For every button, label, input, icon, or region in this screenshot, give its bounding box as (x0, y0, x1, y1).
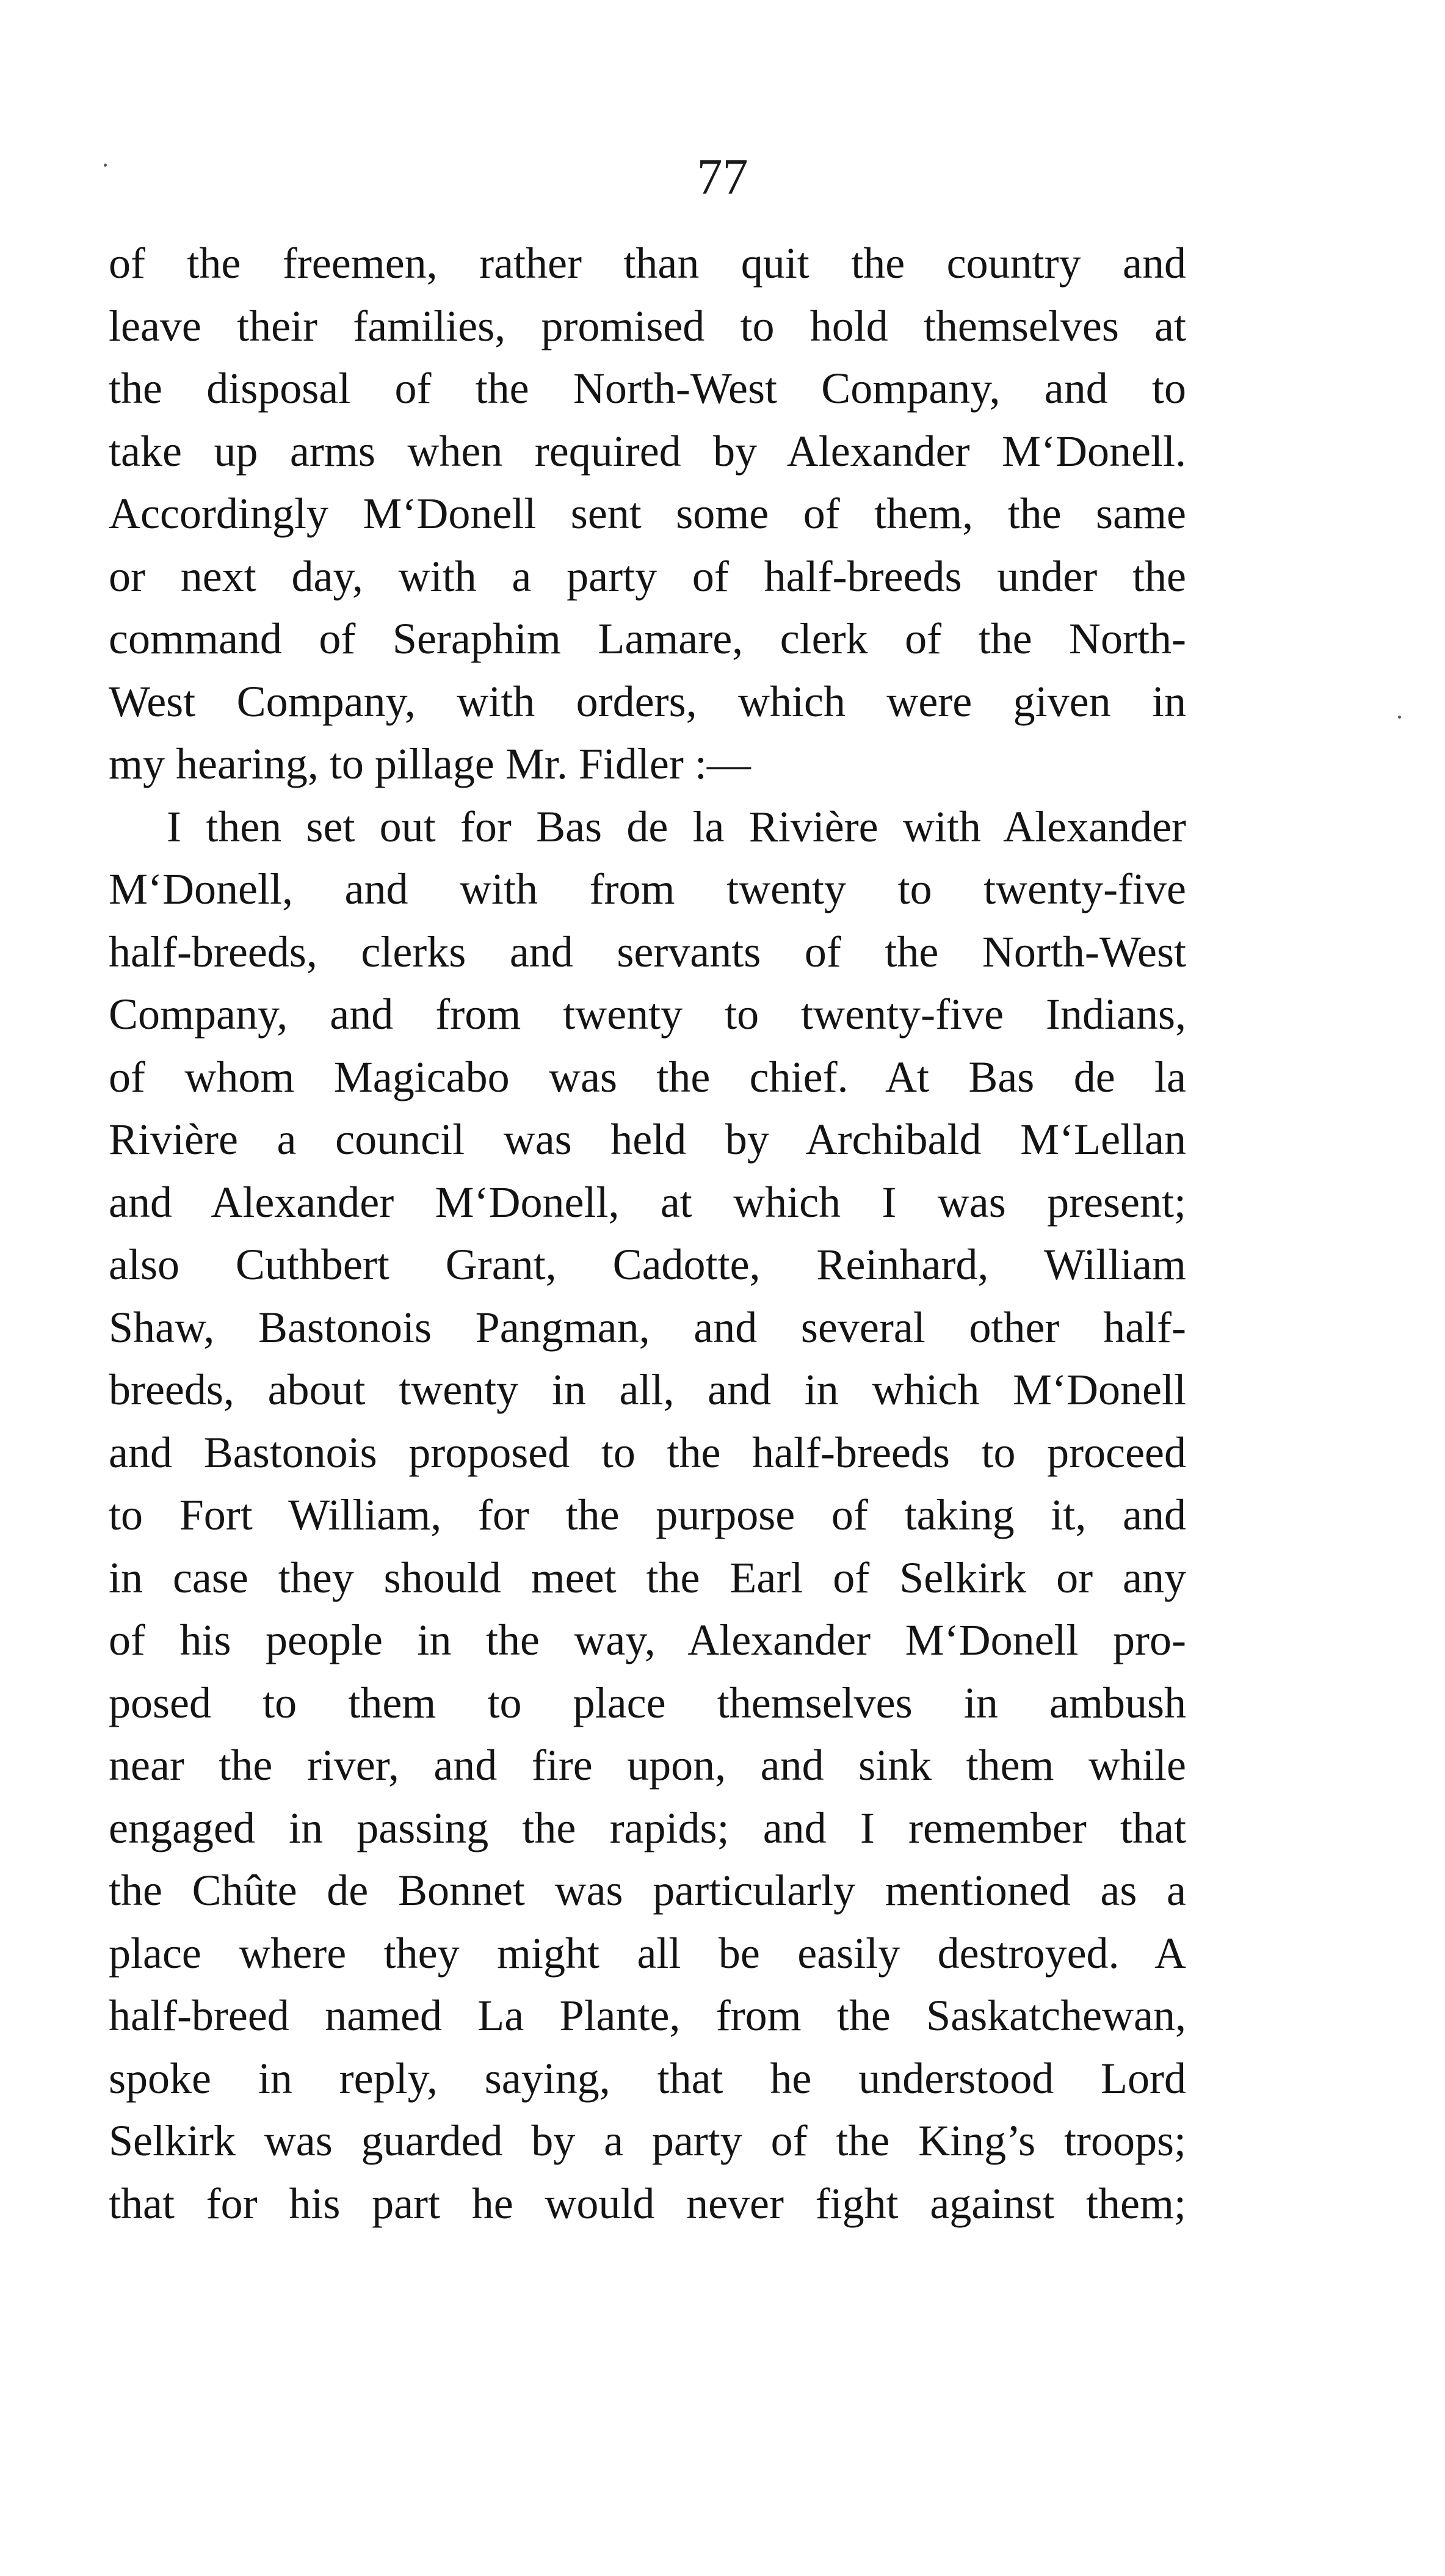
text-line: Accordingly M‘Donell sent some of them, the same (109, 489, 1186, 538)
text-line: half-breeds, clerks and servants of the North-West (109, 927, 1186, 976)
text-line: half-breed named La Plante, from the Saskatchewan, (109, 1991, 1186, 2040)
page-number: 77 (697, 148, 748, 205)
body-text (109, 232, 1186, 2235)
text-line: of the freemen, rather than quit the country and (109, 239, 1186, 288)
text-line: engaged in passing the rapids; and I remember that (109, 1803, 1186, 1852)
text-line: and Alexander M‘Donell, at which I was present; (109, 1177, 1186, 1227)
text-line: command of Seraphim Lamare, clerk of the North- (109, 614, 1186, 663)
text-line: the Chûte de Bonnet was particularly mentioned as a (109, 1866, 1186, 1915)
text-line: spoke in reply, saying, that he understood Lord (109, 2053, 1186, 2103)
paragraph-start-line: I then set out for Bas de la Rivière with Alexander (167, 802, 1186, 851)
text-line: Company, and from twenty to twenty-five Indians, (109, 990, 1186, 1039)
text-line: also Cuthbert Grant, Cadotte, Reinhard, William (109, 1240, 1186, 1289)
text-line: posed to them to place themselves in ambush (109, 1678, 1186, 1727)
text-line: breeds, about twenty in all, and in which M‘Donell (109, 1365, 1186, 1414)
text-line: Shaw, Bastonois Pangman, and several other half- (109, 1302, 1186, 1352)
text-line: in case they should meet the Earl of Selkirk or any (109, 1553, 1186, 1602)
text-line: M‘Donell, and with from twenty to twenty-five (109, 865, 1186, 913)
text-line: leave their families, promised to hold themselves at (109, 301, 1186, 350)
paper-speck (1398, 716, 1401, 719)
text-line: place where they might all be easily destroyed. A (109, 1928, 1186, 1978)
text-line: of his people in the way, Alexander M‘Donell pro- (109, 1616, 1186, 1664)
text-line: Rivière a council was held by Archibald M‘Lellan (109, 1115, 1186, 1164)
text-line: West Company, with orders, which were given in (109, 677, 1186, 726)
text-line: or next day, with a party of half-breeds under the (109, 551, 1186, 601)
text-line: and Bastonois proposed to the half-breeds to proceed (109, 1428, 1186, 1477)
text-line: Selkirk was guarded by a party of the King’s troops; (109, 2116, 1186, 2165)
text-line: of whom Magicabo was the chief. At Bas de la (109, 1052, 1186, 1101)
paragraph-end-line: my hearing, to pillage Mr. Fidler :— (109, 739, 751, 788)
text-line: near the river, and fire upon, and sink them while (109, 1741, 1186, 1790)
text-line: take up arms when required by Alexander M‘Donell. (109, 426, 1186, 476)
text-line: to Fort William, for the purpose of taking it, and (109, 1490, 1186, 1539)
text-line: the disposal of the North-West Company, and to (109, 364, 1186, 413)
text-line: that for his part he would never fight against them; (109, 2179, 1186, 2228)
